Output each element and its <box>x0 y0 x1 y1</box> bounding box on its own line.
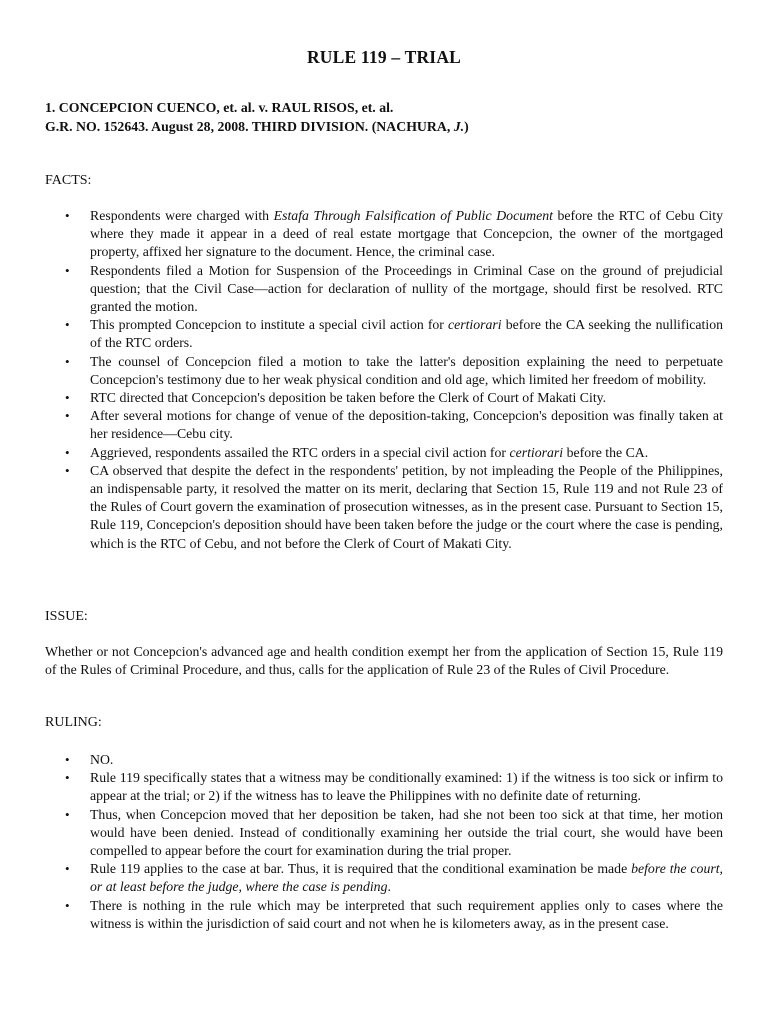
list-item-text: Rule 119 applies to the case at bar. Thus, it is required that the conditional examination be made <box>90 861 632 877</box>
list-item-text: NO. <box>90 752 114 767</box>
ruling-heading: RULING: <box>45 715 102 730</box>
list-item-text: After several motions for change of venue of the deposition-taking, Concepcion's deposition was finally taken at her residence—Cebu city. <box>90 408 723 442</box>
case-ponente-initial: J. <box>453 119 465 134</box>
list-item-text: Respondents filed a Motion for Suspension of the Proceedings in Criminal Case on the ground of prejudicial question; that the Civil Case—action for declaration of nullity of the mortgage, should first be resolved. RTC granted the motion. <box>90 262 723 315</box>
list-item <box>45 769 723 805</box>
list-item-text: This prompted Concepcion to institute a special civil action for <box>90 317 448 333</box>
facts-list <box>45 207 723 553</box>
list-item-text: CA observed that despite the defect in the respondents' petition, by not impleading the People of the Philippines, an indispensable party, it resolved the matter on its merit, declaring that Section 15, Rule 119 and not Rule 23 of the Rules of Court govern the examination of prosecution witnesses, as in the present case. Pursuant to Section 15, Rule 119, Concepcion's deposition should have been taken before the judge or the court where the case is pending, which is the RTC of Cebu, and not before the Clerk of Court of Makati City. <box>90 462 723 551</box>
list-item <box>45 389 723 407</box>
list-item <box>45 262 723 317</box>
case-citation-close: ) <box>464 119 469 134</box>
list-item <box>45 407 723 443</box>
list-item <box>45 860 723 896</box>
list-item-italic: before the court, or at least before the judge, where the case is pending <box>90 861 723 895</box>
list-item-text: Aggrieved, respondents assailed the RTC orders in a special civil action for <box>90 444 510 460</box>
page-title: RULE 119 – TRIAL <box>306 47 462 67</box>
case-citation-text: G.R. NO. 152643. August 28, 2008. THIRD DIVISION. (NACHURA, <box>45 119 454 134</box>
list-item <box>45 806 723 861</box>
list-item-italic: Estafa Through Falsification of Public Document <box>273 208 553 223</box>
list-item-text: Respondents were charged with <box>90 208 274 223</box>
list-item <box>45 316 723 352</box>
list-item-text: The counsel of Concepcion filed a motion to take the latter's deposition explaining the need to perpetuate Concepcion's testimony due to her weak physical condition and old age, which limited her freedom of mobility. <box>90 353 723 387</box>
issue-heading: ISSUE: <box>45 609 88 624</box>
list-item-text: RTC directed that Concepcion's deposition be taken before the Clerk of Court of Makati City. <box>90 390 607 406</box>
case-caption <box>45 98 469 136</box>
list-item-text: There is nothing in the rule which may be interpreted that such requirement applies only to cases where the witness is within the jurisdiction of said court and not when he is kilometers away, as in the present case. <box>90 897 723 931</box>
list-item-text: Thus, when Concepcion moved that her deposition be taken, had she not been too sick at that time, her motion would have been denied. Instead of conditionally examining her outside the trial court, she would have been compelled to appear before the court for examination during the trial proper. <box>90 806 723 859</box>
list-item <box>45 462 723 553</box>
list-item <box>45 444 723 462</box>
facts-heading: FACTS: <box>45 173 92 188</box>
list-item <box>45 897 723 933</box>
list-item <box>45 353 723 389</box>
list-item-text: Rule 119 specifically states that a witness may be conditionally examined: 1) if the witness is too sick or infirm to appear at the trial; or 2) if the witness has to leave the Philippines with no definite date of returning. <box>90 770 723 804</box>
ruling-list <box>45 751 723 933</box>
list-item <box>45 751 723 769</box>
list-item-italic: certiorari <box>509 444 564 460</box>
list-item-text-end: before the CA. <box>563 444 649 460</box>
list-item <box>45 207 723 262</box>
case-title: 1. CONCEPCION CUENCO, et. al. v. RAUL RISOS, et. al. <box>45 100 394 115</box>
case-citation <box>45 117 469 136</box>
list-item-text-end: before the CA seeking the nullification of the RTC orders. <box>90 317 724 351</box>
list-item-italic: certiorari <box>447 317 502 333</box>
issue-text: Whether or not Concepcion's advanced age and health condition exempt her from the application of Section 15, Rule 119 of the Rules of Criminal Procedure, and thus, calls for the application of Rule 23 of the Rules of Civil Procedure. <box>45 644 723 678</box>
list-item-text-end: before the RTC of Cebu City where they made it appear in a deed of real estate mortgage that Concepcion, the owner of the mortgaged property, affixed her signature to the document. Hence, the criminal case. <box>90 208 723 260</box>
list-item-text-end: . <box>387 879 391 895</box>
